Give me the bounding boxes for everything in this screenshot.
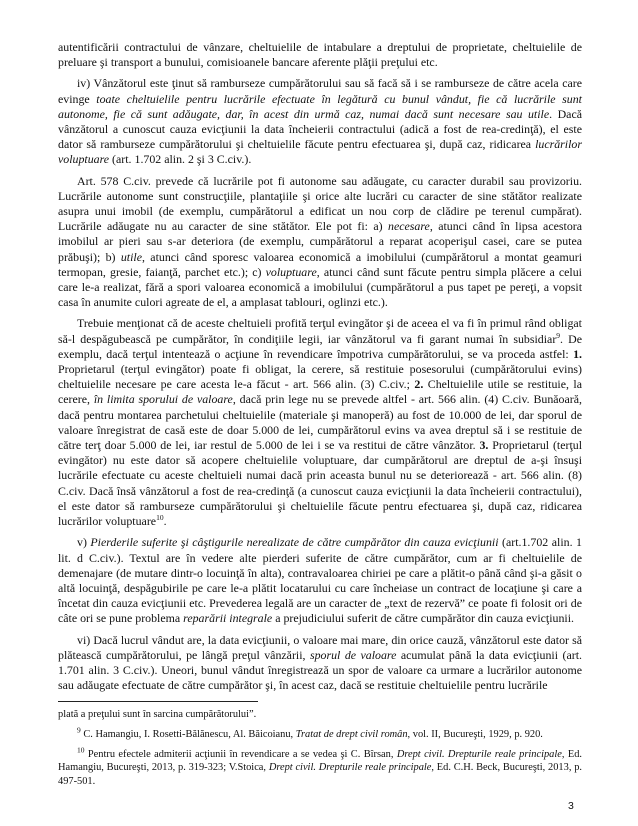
italic-run: necesare	[388, 219, 430, 234]
footnote-title: Drept civil. Drepturile reale principale	[396, 748, 562, 760]
text-run: vi) Dacă lucrul vândut are, la data evicţiunii, o valoare mai mare, din orice cauză, vânzătorul este dator să plătească cumpărătorului, pe lângă preţul vânzării,	[58, 632, 582, 662]
italic-run: utile	[120, 249, 142, 264]
text-run: , atunci când în lipsa acestora imobilul ar pieri sau s-ar deteriora (de exemplu, cumpărătorul a reparat acoperişul casei, care se putea prăbuşi); b)	[58, 219, 582, 264]
footnote-ref-10[interactable]: 10	[156, 513, 164, 523]
italic-run: reparării integrale	[183, 611, 273, 626]
text-run: Proprietarul (terţul evingător) nu este dator să acopere cheltuielile voluptuare, dar cumpărătorul are dreptul de a-şi însuşi lucrările efectuate cu aceste cheltuieli numai dacă prin aceasta bunul nu se deteriorează - art. 566 alin. (8) C.civ. Dacă însă vânzătorul a fost de rea-credinţă (a cunoscut cauza evicţiunii la data încheierii contractului), el este dator să ramburseze cumpărătorului şi cheltuielile făcute pentru efectuarea şi, după caz, ridicarea lucrărilor voluptuare	[58, 438, 582, 529]
italic-run: Pierderile suferite şi câştigurile nerealizate de către cumpărător din cauza evicţiunii	[90, 535, 499, 550]
text-run: , atunci când sunt făcute pentru simpla plăcere a celui care le-a realizat, fără a spori valoarea economică a imobilului (cumpărătorul a pus tapet pe pereţi, a vopsit casa în anumite culori agreate de el, a amplasat tablouri, oglinzi etc.).	[58, 264, 582, 310]
italic-run: voluptuare	[265, 264, 317, 279]
footnote-text: Pentru efectele admiterii acţiunii în revendicare a se vedea şi C. Bîrsan,	[84, 748, 397, 760]
text-run: v)	[77, 535, 91, 550]
footnote-9	[58, 725, 582, 742]
italic-run: toate cheltuielile pentru lucrările efectuate în legătură cu bunul vândut, fie că lucrările sunt autonome, fie că sunt adăugate, dar, în acest din urmă caz, numai dacă sunt necesare sau utile	[58, 91, 582, 121]
italic-run: în limita sporului de valoare	[93, 392, 233, 407]
paragraph-vi	[58, 633, 582, 694]
footnote-title: Drept civil. Drepturile reale principale	[268, 762, 432, 774]
text-run: Proprietarul (terţul evingător) poate fi obligat, la cerere, să restituie posesorului (cumpărătorului evins) cheltuielile necesare pe care acesta le-a făcut - art. 566 alin. (3) C.civ.;	[58, 362, 582, 392]
footnote-ref-9[interactable]: 9	[556, 330, 561, 340]
document-page	[58, 40, 582, 794]
paragraph-art-578	[58, 174, 582, 311]
footnote-title: Tratat de drept civil român	[295, 728, 408, 740]
footnote-divider	[58, 701, 258, 702]
footnote-text: , vol. II, Bucureşti, 1929, p. 920.	[407, 728, 543, 740]
italic-run: lucrărilor voluptuare	[58, 137, 582, 167]
text-run: Trebuie menţionat că de aceste cheltuieli profită terţul evingător şi de aceea el va fi în primul rând obligat să-l despăgubească pe cumpărător, în condiţiile legii, iar vânzătorul va fi garant numai în subsidiar	[58, 316, 582, 346]
text-run: a prejudiciului suferit de către cumpărător din cauza evicţiunii.	[272, 611, 574, 626]
text-run: . Dacă vânzătorul a cunoscut cauza evicţiunii la data încheierii contractului (adică a fost de rea-credinţă), el este dator să ramburseze cumpărătorului şi cheltuielile făcute pentru efectuarea şi, după caz, ridicarea	[58, 106, 583, 152]
text-run: iv) Vânzătorul este ţinut să ramburseze cumpărătorului sau să facă să i se ramburseze de către acela care evinge	[58, 76, 582, 106]
footnote-10	[58, 745, 582, 789]
bold-number: 2.	[414, 377, 424, 392]
paragraph-continuation	[58, 40, 582, 70]
text-run: .	[163, 514, 167, 529]
paragraph-text: autentificării contractului de vânzare, cheltuielile de intabulare a dreptului de proprietate, cheltuielile de preluare şi transport a bunului, comisioanele bancare aferente plăţii preţului etc.	[58, 40, 582, 70]
paragraph-tert-evingator	[58, 316, 582, 529]
text-run: (art.1.702 alin. 1 lit. d C.civ.). Textul are în vedere alte pierderi suferite de către cumpărător, cum ar fi cheltuielile de demenajare (de mutare dintr-o locuinţă în alta), contravaloarea chiriei pe care a plătit-o până când şi-a găsit o altă locuinţă, despăgubirile pe care le-a plătit locatarului cu care încheiase un contract de locaţiune şi care a încetat din cauza evicţiunii etc. Prevederea legală are un caracter de „text de rezervă” ce poate fi folosit ori de câte ori se pune problema	[58, 535, 582, 626]
text-run: . De exemplu, dacă terţul intentează o acţiune în revendicare împotriva cumpărătorului, se va proceda astfel:	[58, 331, 582, 361]
text-run: Cheltuielile utile se restituie, la cerere,	[58, 377, 583, 407]
footnote-number: 10	[77, 745, 85, 755]
text-run: , atunci când sporesc valoarea economică a imobilului (cumpărătorul a montat geamuri termopan, gresie, faianţă, parchet etc.); c)	[58, 249, 582, 279]
footnote-text: C. Hamangiu, I. Rosetti-Bălănescu, Al. Băicoianu,	[80, 728, 296, 740]
text-run: acumulat până la data evicţiunii (art. 1.701 alin. 3 C.civ.). Uneori, bunul vândut înregistrează un spor de valoare ca urmare a lucrărilor autonome sau adăugate efectuate de către cumpărător şi, în acest caz, dacă se restituie cheltuielile pentru lucrările	[58, 647, 582, 693]
footnote-text: plată a preţului sunt în sarcina cumpărătorului”.	[58, 709, 257, 721]
page-number: 3	[568, 800, 574, 812]
bold-number: 3.	[479, 438, 489, 453]
footnote-number: 9	[77, 725, 81, 735]
bold-number: 1.	[573, 346, 582, 361]
footnote-text: , Ed. C.H. Beck, Bucureşti, 2013, p. 497-501.	[58, 762, 582, 787]
footnote-continuation	[58, 708, 582, 722]
paragraph-v	[58, 535, 582, 626]
text-run: Art. 578 C.civ. prevede că lucrările pot fi autonome sau adăugate, cu caracter durabil sau provizoriu. Lucrările autonome sunt construcţiile, plantaţiile şi orice alte lucrări cu caracter de sine stătător realizate asupra unui imobil (de exemplu, cumpărătorul a edificat un nou corp de clădire pe terenul cumpărat). Lucrările adăugate nu au caracter de sine stătător. Ele pot fi: a)	[58, 173, 582, 234]
footnote-text: , Ed. Hamangiu, Bucureşti, 2013, p. 319-323; V.Stoica,	[58, 748, 582, 774]
italic-run: sporul de valoare	[309, 647, 397, 662]
text-run: (art. 1.702 alin. 2 şi 3 C.civ.).	[109, 152, 252, 167]
paragraph-iv	[58, 76, 582, 167]
text-run: , dacă prin lege nu se prevede altfel - art. 566 alin. (4) C.civ. Bunăoară, dacă pentru montarea parchetului cheltuielile (materiale şi manoperă) au fost de 10.000 de lei, dar sporul de valoare înregistrat de casă este de doar 5.000 de lei, cumpărătorul evins va avea dreptul să i se restituie de către terţ doar 5.000 de lei, iar restul de 5.000 de lei i se va restitui de către vânzător.	[58, 392, 582, 453]
